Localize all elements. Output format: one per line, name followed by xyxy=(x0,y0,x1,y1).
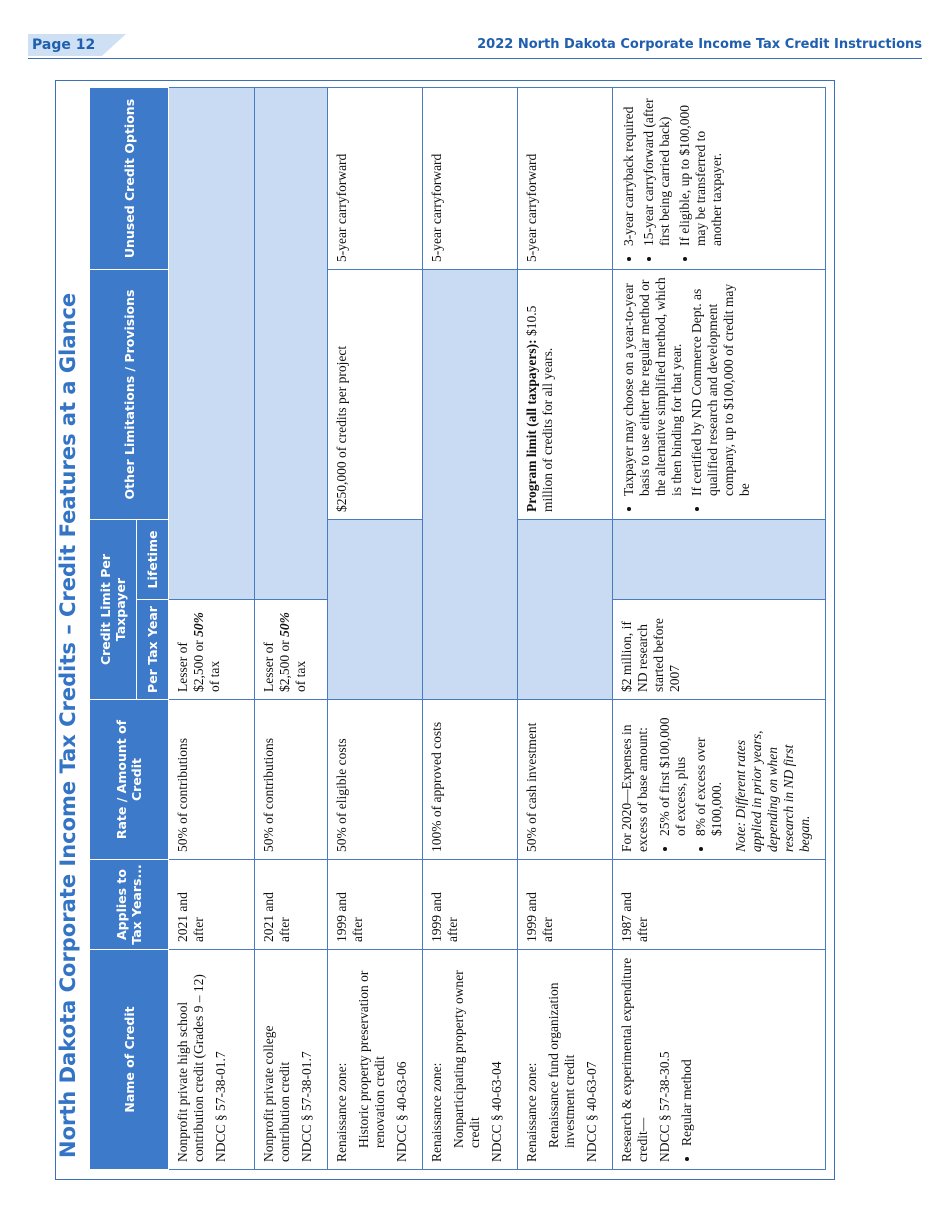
rate-cell: For 2020—Expenses in excess of base amount: • 25% of first $100,000 of excess, plus • 8% of excess over $100,000. Note: Different rates applied in prior years, depending on when research in ND first began. xyxy=(613,700,826,860)
rate-cell: 100% of approved costs xyxy=(423,700,518,860)
document-title: 2022 North Dakota Corporate Income Tax Credit Instructions xyxy=(477,37,922,52)
credit-name-cell: Renaissance zone: Historic property preservation or renovation credit NDCC § 40-63-06 xyxy=(328,950,423,1170)
rotated-table-container xyxy=(47,80,825,1178)
header-credit-limit: Credit Limit Per Taxpayer xyxy=(90,520,137,700)
other-cell: $250,000 of credits per project xyxy=(328,270,423,520)
shaded-cell xyxy=(518,520,613,700)
credit-name-cell: Nonprofit private college contribution credit NDCC § 57-38-01.7 xyxy=(255,950,328,1170)
credit-name-cell: Renaissance zone: Renaissance fund organization investment credit NDCC § 40-63-07 xyxy=(518,950,613,1170)
applies-cell: 1999 and after xyxy=(518,860,613,950)
unused-cell: 5-year carryforward xyxy=(328,88,423,270)
rate-cell: 50% of contributions xyxy=(169,700,255,860)
other-cell: Program limit (all taxpayers): $10.5 million of credits for all years. xyxy=(518,270,613,520)
applies-cell: 1999 and after xyxy=(328,860,423,950)
page-number-badge: Page 12 xyxy=(28,34,102,56)
applies-cell: 2021 and after xyxy=(169,860,255,950)
table-row xyxy=(613,88,826,1170)
other-cell: • Taxpayer may choose on a year-to-year basis to use either the regular method or the alternative simplified method, which is then binding for that year. • If certified by ND Commerce Dept. as qualified research and development company, up to $100,000 of credit may be xyxy=(613,270,826,520)
per-year-cell: Lesser of $2,500 or 50% of tax xyxy=(169,600,255,700)
unused-cell: • 3-year carryback required • 15-year carryforward (after first being carried back) • If eligible, up to $100,000 may be transferred to another taxpayer. xyxy=(613,88,826,270)
table-row xyxy=(169,88,255,1170)
shaded-cell xyxy=(423,270,518,700)
header-applies-to: Applies to Tax Years... xyxy=(90,860,169,950)
shaded-cell xyxy=(169,88,255,600)
header-per-tax-year: Per Tax Year xyxy=(137,600,169,700)
rate-cell: 50% of contributions xyxy=(255,700,328,860)
per-year-cell: Lesser of $2,500 or 50% of tax xyxy=(255,600,328,700)
per-year-cell: $2 million, if ND research started before 2007 xyxy=(613,600,826,700)
header-unused-options: Unused Credit Options xyxy=(90,88,169,270)
table-row xyxy=(423,88,518,1170)
shaded-cell xyxy=(613,520,826,600)
applies-cell: 2021 and after xyxy=(255,860,328,950)
rate-cell: 50% of cash investment xyxy=(518,700,613,860)
credit-name-cell: Nonprofit private high school contribution credit (Grades 9 – 12) NDCC § 57-38-01.7 xyxy=(169,950,255,1170)
page-header xyxy=(28,34,922,59)
applies-cell: 1987 and after xyxy=(613,860,826,950)
applies-cell: 1999 and after xyxy=(423,860,518,950)
credit-name-cell: Research & experimental expenditure credit— NDCC § 57-38-30.5 • Regular method xyxy=(613,950,826,1170)
shaded-cell xyxy=(255,88,328,600)
table-row xyxy=(255,88,328,1170)
header-name-of-credit: Name of Credit xyxy=(90,950,169,1170)
credit-name-cell: Renaissance zone: Nonparticipating property owner credit NDCC § 40-63-04 xyxy=(423,950,518,1170)
shaded-cell xyxy=(328,520,423,700)
table-title: North Dakota Corporate Income Tax Credits – Credit Features at a Glance xyxy=(56,292,80,1158)
credit-features-table xyxy=(89,87,826,1170)
header-rate-amount: Rate / Amount of Credit xyxy=(90,700,169,860)
rate-cell: 50% of eligible costs xyxy=(328,700,423,860)
table-row xyxy=(328,88,423,1170)
header-lifetime: Lifetime xyxy=(137,520,169,600)
unused-cell: 5-year carryforward xyxy=(423,88,518,270)
header-other-limitations: Other Limitations / Provisions xyxy=(90,270,169,520)
unused-cell: 5-year carryforward xyxy=(518,88,613,270)
table-row xyxy=(518,88,613,1170)
